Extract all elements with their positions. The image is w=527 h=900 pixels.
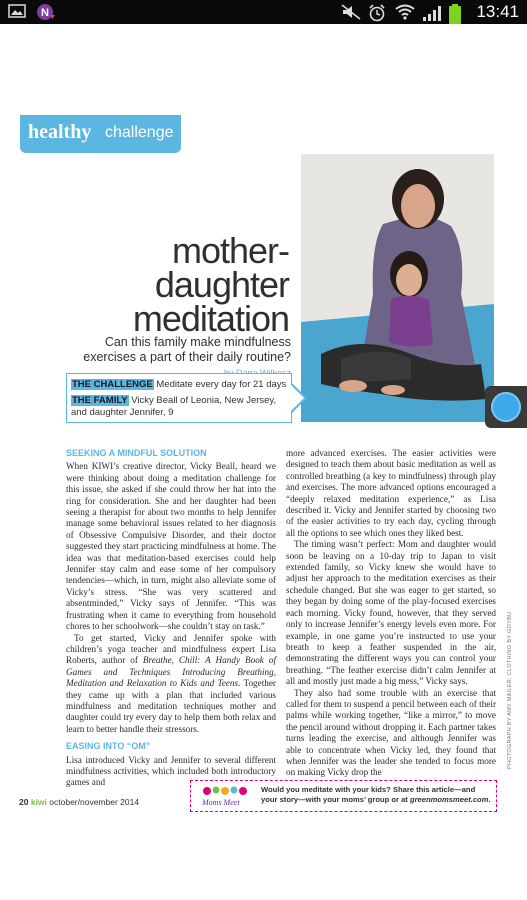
subhead-text: Can this family make mindfulness exercises a part of their daily routine? — [83, 335, 291, 364]
box-pointer-inner — [290, 384, 304, 412]
headline-line-1: mother- — [171, 230, 289, 271]
wifi-icon — [395, 4, 413, 20]
section-banner — [20, 115, 181, 153]
ad-text — [261, 785, 493, 805]
family-row — [71, 395, 281, 419]
banner-word-challenge: challenge — [105, 124, 174, 141]
page-folio — [19, 797, 139, 807]
ad-text-end: . — [488, 795, 491, 804]
headline-line-2: daughter — [154, 264, 289, 305]
challenge-box — [66, 373, 292, 423]
photo-credit: PHOTOGRAPH BY AMY MAILER; CLOTHING BY GOYBU — [507, 611, 513, 769]
svg-text:N: N — [41, 7, 49, 19]
challenge-row — [71, 379, 286, 390]
clock-time: 13:41 — [476, 2, 519, 21]
battery-icon — [449, 4, 467, 20]
mother-daughter-photo — [301, 154, 494, 422]
paragraph-1: When KIWI’s creative director, Vicky Beall, heard we were thinking about doing a meditation challenge for this issue, she asked if she could throw her hat into the ring for consideration. She and her daughter had been seeing a therapist for about two months to help Jennifer manage some behavioral issues related to her diagnosis of Obsessive Compulsive Disorder, and their doctor suggested they start practicing mindfulness at home. The idea was that meditation-based exercises could help Jennifer stay calm and ease some of her compulsory tendencies—which, in turn, might also alleviate some of Vicky’s stress. “She was very scattered and absentminded,” Vicky says of Jennifer. “This was frustrating when it came to everything from household chores to her schoolwork—she couldn’t stay on task.” — [66, 461, 276, 632]
floating-circle-icon — [491, 392, 521, 422]
magazine-page — [0, 24, 527, 900]
book-title: Breathe, Chill: A Handy Book of Games and Techniques Introducing Breathing, Meditation and Relaxation to Kids and Teens — [66, 655, 276, 689]
floating-menu-button[interactable] — [485, 386, 527, 428]
alarm-icon — [368, 4, 386, 20]
ad-text-main: Would you meditate with your kids? Share this article—and your story—with your moms’ group or at — [261, 785, 476, 804]
app-n-icon — [36, 3, 54, 19]
challenge-label: THE CHALLENGE — [72, 379, 153, 390]
moms-meet-logo — [199, 784, 254, 808]
section-heading-2: EASING INTO “OM” — [66, 741, 151, 752]
ad-link[interactable]: greenmomsmeet.com — [409, 795, 489, 804]
article-column-2 — [286, 448, 496, 779]
page-number: 20 — [19, 797, 29, 807]
signal-icon — [422, 4, 440, 20]
paragraph-4: more advanced exercises. The easier activities were designed to teach them about basic meditation as well as controlled breathing (a key to mindfulness) through play and exercises. The more advanced options encouraged a “deeply relaxed meditation experience,” as Lisa described it. Vicky and Jennifer started by choosing two of the easier activities to try each day, cycling through all the options to see which ones they liked best. — [286, 448, 496, 538]
paragraph-2-start: To get started, Vicky and Jennifer spoke with children’s yoga teacher and mindfulness expert Lisa Roberts, author of — [66, 632, 276, 666]
paragraph-5: The timing wasn’t perfect: Mom and daughter would soon be leaving on a 10-day trip to Japan to visit extended family, so Vicky knew she would have to adjust her approach to the meditation exercises as their schedule changed. But she was eager to get started, so they began by doing some of the play-focused exercises each morning. Vicky found, however, that they served only to increase Jennifer’s energy levels even more. For example, in one game you’re instructed to use your breath to keep a feather suspended in the air, demonstrating the different ways you can control your breathing. “The feather exercise didn’t calm Jennifer at all and mostly just made a big mess,” Vicky says. — [286, 539, 496, 687]
paragraph-2 — [66, 633, 276, 736]
headline-line-3: meditation — [132, 298, 289, 339]
issue-date: october/november 2014 — [49, 797, 140, 807]
paragraph-3: Lisa introduced Vicky and Jennifer to several different mindfulness activities, which included both introductory games and — [66, 754, 276, 788]
paragraph-6: They also had some trouble with an exercise that called for them to suspend a pencil between each of their palms while working together, “like a mirror,” to move the pencil around without dropping it. Each partner takes turns leading the exercise, and although Jennifer was able to concentrate when Vicky led, they found that when Jennifer was the leader she tended to focus more on making Vicky drop the — [286, 687, 496, 778]
paragraph-2-end: . Together they came up with a plan that included various mindfulness and meditation techniques mother and daughter could try every day to help them both relax and learn to better handle their stressors. — [66, 678, 276, 734]
banner-word-healthy: healthy — [28, 121, 92, 143]
moms-meet-ad[interactable] — [190, 780, 497, 812]
headline — [132, 230, 289, 339]
magazine-name: kiwi — [30, 797, 47, 807]
svg-text:Moms Meet: Moms Meet — [202, 798, 240, 807]
family-text: Vicky Beall of Leonia, New Jersey, and daughter Jennifer, 9 — [71, 395, 277, 418]
status-bar — [0, 0, 527, 24]
gallery-icon — [8, 3, 26, 19]
mute-icon — [341, 4, 359, 20]
family-label: THE FAMILY — [72, 395, 128, 406]
section-heading-1: SEEKING A MINDFUL SOLUTION — [66, 448, 207, 458]
challenge-text: Meditate every day for 21 days — [156, 379, 287, 390]
article-column-1 — [66, 448, 276, 789]
